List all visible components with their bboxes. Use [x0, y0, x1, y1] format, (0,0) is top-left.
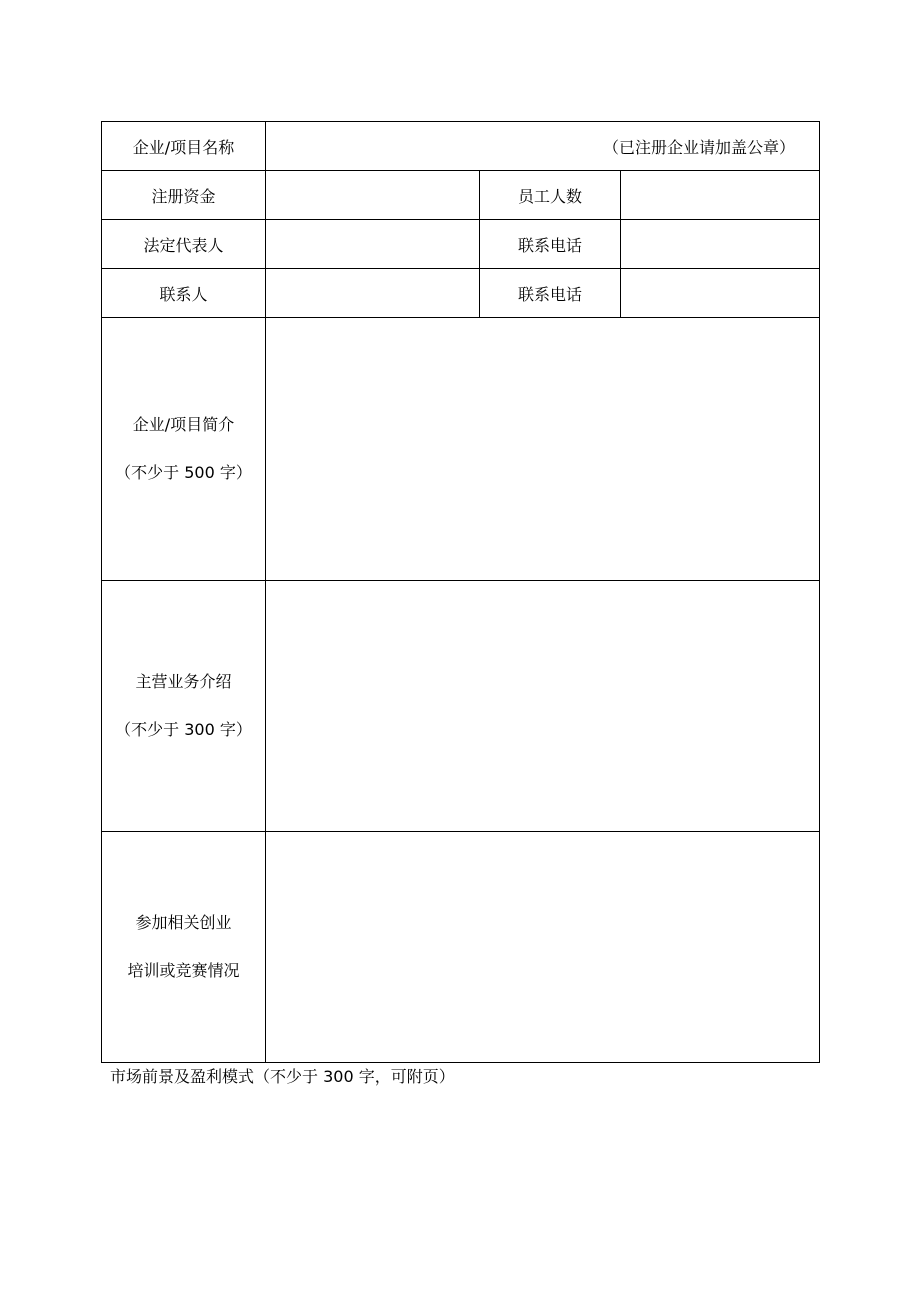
training-title-line1: 参加相关创业	[135, 913, 232, 932]
project-name-label: 企业/项目名称	[102, 122, 266, 171]
contact-person-label: 联系人	[102, 269, 266, 318]
application-form-table	[101, 121, 820, 1063]
training-competition-label	[102, 832, 266, 1063]
legal-rep-phone-field[interactable]	[621, 220, 820, 269]
contact-phone-label: 联系电话	[480, 269, 621, 318]
row-training-competition	[102, 832, 820, 1063]
row-project-intro	[102, 318, 820, 581]
row-registered-capital	[102, 171, 820, 220]
row-main-business	[102, 581, 820, 832]
contact-person-field[interactable]	[266, 269, 480, 318]
project-intro-field[interactable]	[266, 318, 820, 581]
market-outlook-heading: 市场前景及盈利模式（不少于 300 字，可附页）	[110, 1067, 455, 1086]
main-business-label	[102, 581, 266, 832]
main-business-title: 主营业务介绍	[135, 672, 232, 691]
registered-capital-label: 注册资金	[102, 171, 266, 220]
registered-capital-field[interactable]	[266, 171, 480, 220]
employee-count-field[interactable]	[621, 171, 820, 220]
row-legal-representative	[102, 220, 820, 269]
legal-representative-label: 法定代表人	[102, 220, 266, 269]
legal-rep-phone-label: 联系电话	[480, 220, 621, 269]
project-intro-requirement: （不少于 500 字）	[115, 463, 252, 482]
legal-representative-field[interactable]	[266, 220, 480, 269]
project-intro-label	[102, 318, 266, 581]
row-project-name	[102, 122, 820, 171]
row-contact-person	[102, 269, 820, 318]
stamp-note: （已注册企业请加盖公章）	[603, 137, 796, 157]
contact-phone-field[interactable]	[621, 269, 820, 318]
main-business-requirement: （不少于 300 字）	[115, 720, 252, 739]
main-business-field[interactable]	[266, 581, 820, 832]
training-title-line2: 培训或竞赛情况	[127, 961, 240, 980]
project-name-field[interactable]	[266, 122, 820, 171]
project-intro-title: 企业/项目简介	[132, 415, 235, 434]
training-competition-field[interactable]	[266, 832, 820, 1063]
employee-count-label: 员工人数	[480, 171, 621, 220]
